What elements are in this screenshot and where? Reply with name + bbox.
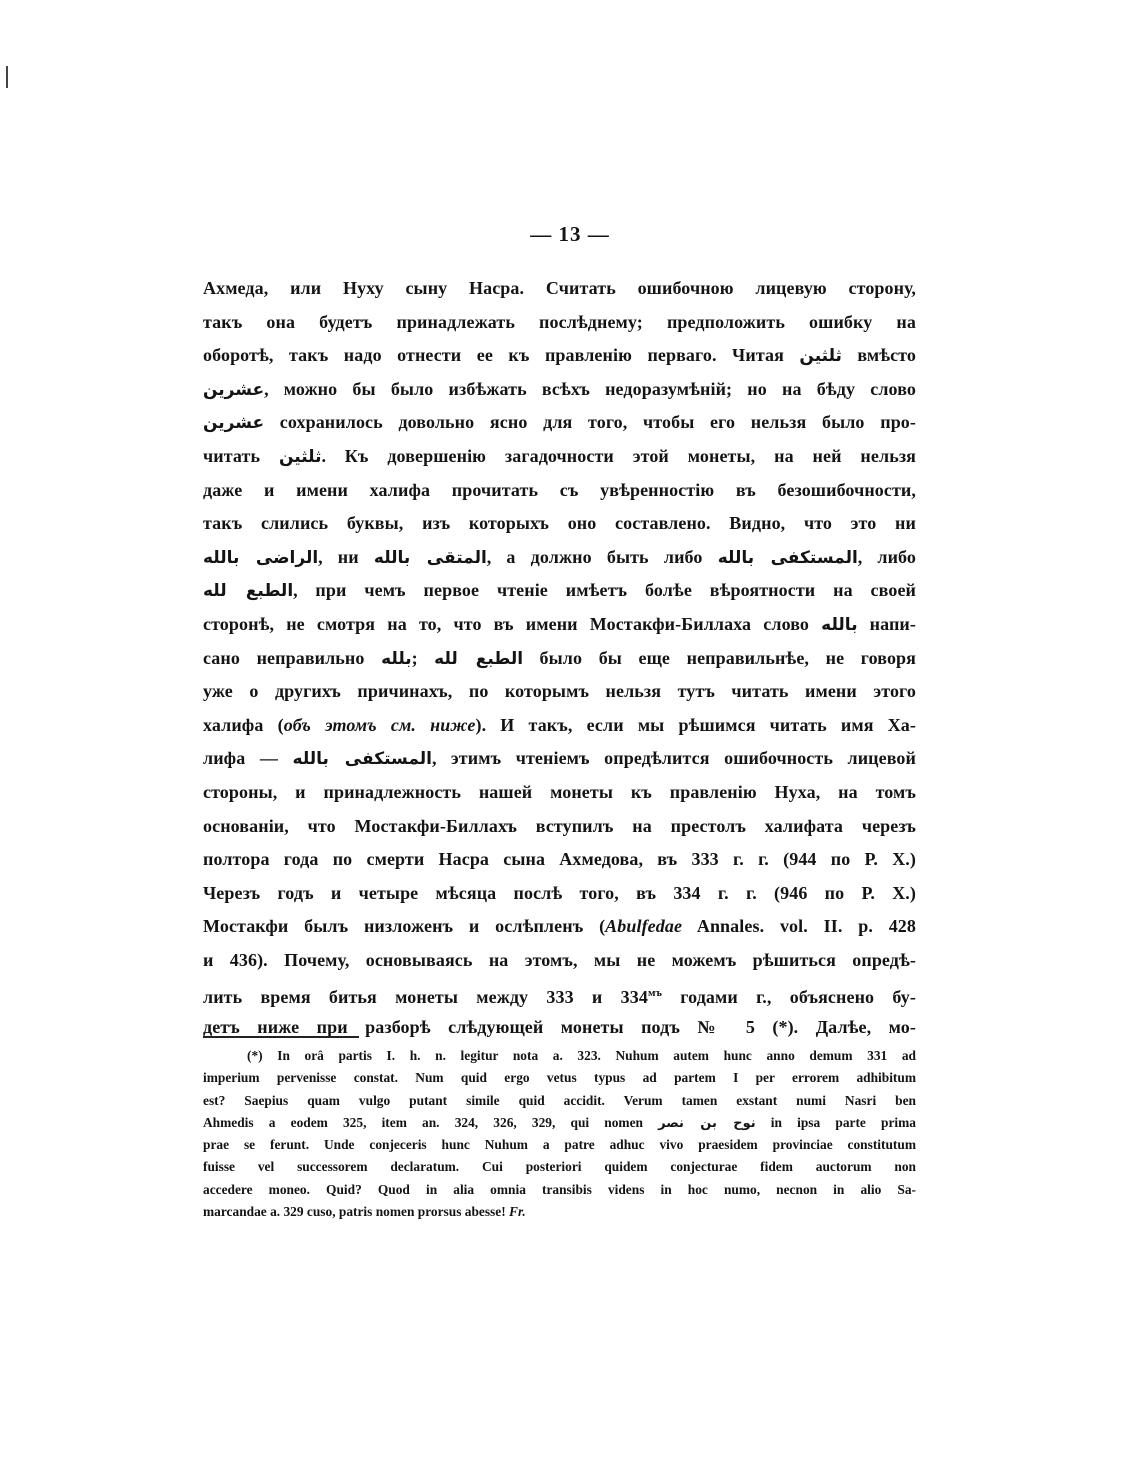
text-segment: было бы еще неправильнѣе, не говоря [523,647,916,668]
text-segment: стороны, и принадлежность нашей монеты къ правленію Нуха, на томъ [203,781,916,802]
text-line [203,910,916,944]
arabic-word: الطبع لله [203,581,294,602]
footnote [203,1045,916,1223]
text-line [203,272,916,306]
text-line [203,507,916,541]
text-segment: imperium pervenisse constat. Num quid ergo vetus typus ad partem I per errorem adhibitum [203,1070,916,1086]
arabic-word: بالله [821,614,858,635]
text-segment: prae se ferunt. Unde conjeceris hunc Nuhum a patre adhuc vivo praesidem provinciae constitutum [203,1137,916,1153]
scan-edge-mark [6,66,8,88]
text-line [203,810,916,844]
italic-text: Fr. [509,1204,526,1220]
text-segment: такъ она будетъ принадлежать послѣднему; предположить ошибку на [203,311,916,332]
text-line [203,474,916,508]
text-segment: основаніи, что Мостакфи-Биллахъ вступилъ на престолъ халифата черезъ [203,815,916,836]
text-segment: ; [411,647,435,668]
arabic-word: المستكفى بالله [292,749,432,770]
text-segment: уже о другихъ причинахъ, по которымъ нельзя тутъ читать имени этого [203,681,916,702]
text-line [203,709,916,743]
text-segment: , можно бы было избѣжать всѣхъ недоразумѣній; но на бѣду слово [264,378,916,399]
text-segment: accedere moneo. Quid? Quod in alia omnia transibis videns in hoc numo, necnon in alio Sa- [203,1181,916,1197]
footnote-line [203,1067,916,1089]
text-segment: годами г., объяснено бу- [662,987,916,1008]
text-line [203,608,916,642]
text-line [203,541,916,575]
text-segment: , ни [318,546,374,567]
italic-text: объ этомъ см. ниже [283,714,476,735]
arabic-word: بلله [381,648,412,669]
footnote-line [203,1090,916,1112]
text-segment: Ахмеда, или Нуху сыну Насра. Считать ошибочною лицевую сторону, [203,278,916,298]
text-segment: и 436). Почему, основываясь на этомъ, мы не можемъ рѣшиться опредѣ- [203,949,916,970]
text-segment: читать [203,445,279,466]
text-segment: marcandae a. 329 cuso, patris nomen prorsus abesse! [203,1204,510,1220]
text-segment: халифа ( [203,714,284,735]
main-text [203,272,916,1045]
text-line [203,306,916,340]
text-segment: in ipsa parte prima [755,1114,916,1130]
text-segment: Ahmedis a eodem 325, item an. 324, 326, 329, qui nomen [203,1114,659,1130]
text-line [203,574,916,608]
text-line [203,776,916,810]
arabic-word: المتقى بالله [373,547,487,568]
text-line [203,440,916,474]
text-segment: est? Saepius quam vulgo putant simile quid accidit. Verum tamen exstant numi Nasri ben [203,1092,916,1108]
text-line [203,642,916,676]
text-line [203,742,916,776]
text-segment: напи- [857,613,916,634]
text-line [203,339,916,373]
text-segment: . Къ довершенію загадочности этой монеты, на ней нельзя [321,445,916,466]
footnote-line [203,1179,916,1201]
arabic-word: ثلثين [278,446,322,467]
text-line [203,406,916,440]
footnote-line [203,1134,916,1156]
text-line [203,675,916,709]
text-segment: , а должно быть либо [486,546,718,567]
arabic-word: المستكفى بالله [717,547,858,568]
text-segment: , либо [857,546,917,567]
text-line [203,944,916,978]
text-segment: детъ ниже при разборѣ слѣдующей монеты подъ № 5 (*). Далѣе, мо- [203,1017,916,1038]
arabic-word: الراضى بالله [203,547,319,568]
text-segment: оборотѣ, такъ надо отнести ее къ правленію перваго. Читая [203,345,800,366]
text-segment: лифа — [203,748,293,769]
arabic-word: نوح بن نصر [658,1115,756,1131]
text-segment: Черезъ годъ и четыре мѣсяца послѣ того, въ 334 г. г. (946 по Р. Х.) [203,882,916,903]
text-segment: (*) In orâ partis I. h. n. legitur nota a. 323. Nuhum autem hunc anno demum 331 ad [247,1048,916,1063]
text-segment: Annales. vol. II. p. 428 [682,916,916,937]
text-segment: лить время битья монеты между 333 и 334 [203,987,648,1008]
text-line [203,877,916,911]
text-line [203,843,916,877]
text-line [203,1011,916,1045]
text-segment: , при чемъ первое чтеніе имѣетъ болѣе вѣроятности на своей [293,580,917,601]
text-line [203,373,916,407]
footnote-line [203,1156,916,1178]
text-segment: fuisse vel successorem declaratum. Cui posteriori quidem conjecturae fidem auctorum non [203,1159,916,1175]
text-segment: вмѣсто [841,345,916,366]
arabic-word: عشرين [203,413,265,434]
text-segment: такъ слились буквы, изъ которыхъ оно составлено. Видно, что это ни [203,513,916,534]
text-segment: , этимъ чтеніемъ опредѣлится ошибочность лицевой [431,748,917,769]
text-segment: ). И такъ, если мы рѣшимся читать имя Ха- [475,714,916,735]
page-number: — 13 — [530,222,610,246]
text-line [203,977,916,1011]
arabic-word: عشرين [203,379,265,400]
footnote-line [203,1112,916,1134]
arabic-word: الطبع لله [434,648,524,669]
superscript: мъ [647,987,663,1000]
text-segment: Мостакфи былъ низложенъ и ослѣпленъ ( [203,916,606,937]
text-segment: полтора года по смерти Насра сына Ахмедова, въ 333 г. г. (944 по Р. Х.) [203,849,916,870]
arabic-word: ثلثين [799,346,842,367]
text-segment: сохранилось довольно ясно для того, чтобы его нельзя было про- [264,412,916,433]
footnote-line [203,1045,916,1067]
text-segment: сано неправильно [203,647,382,668]
text-segment: сторонѣ, не смотря на то, что въ имени Мостакфи-Биллаха слово [203,613,822,634]
footnote-rule [203,1036,359,1038]
text-segment: даже и имени халифа прочитать съ увѣренностію въ безошибочности, [203,479,916,500]
footnote-line [203,1201,916,1223]
italic-text: Abulfedae [605,916,683,937]
